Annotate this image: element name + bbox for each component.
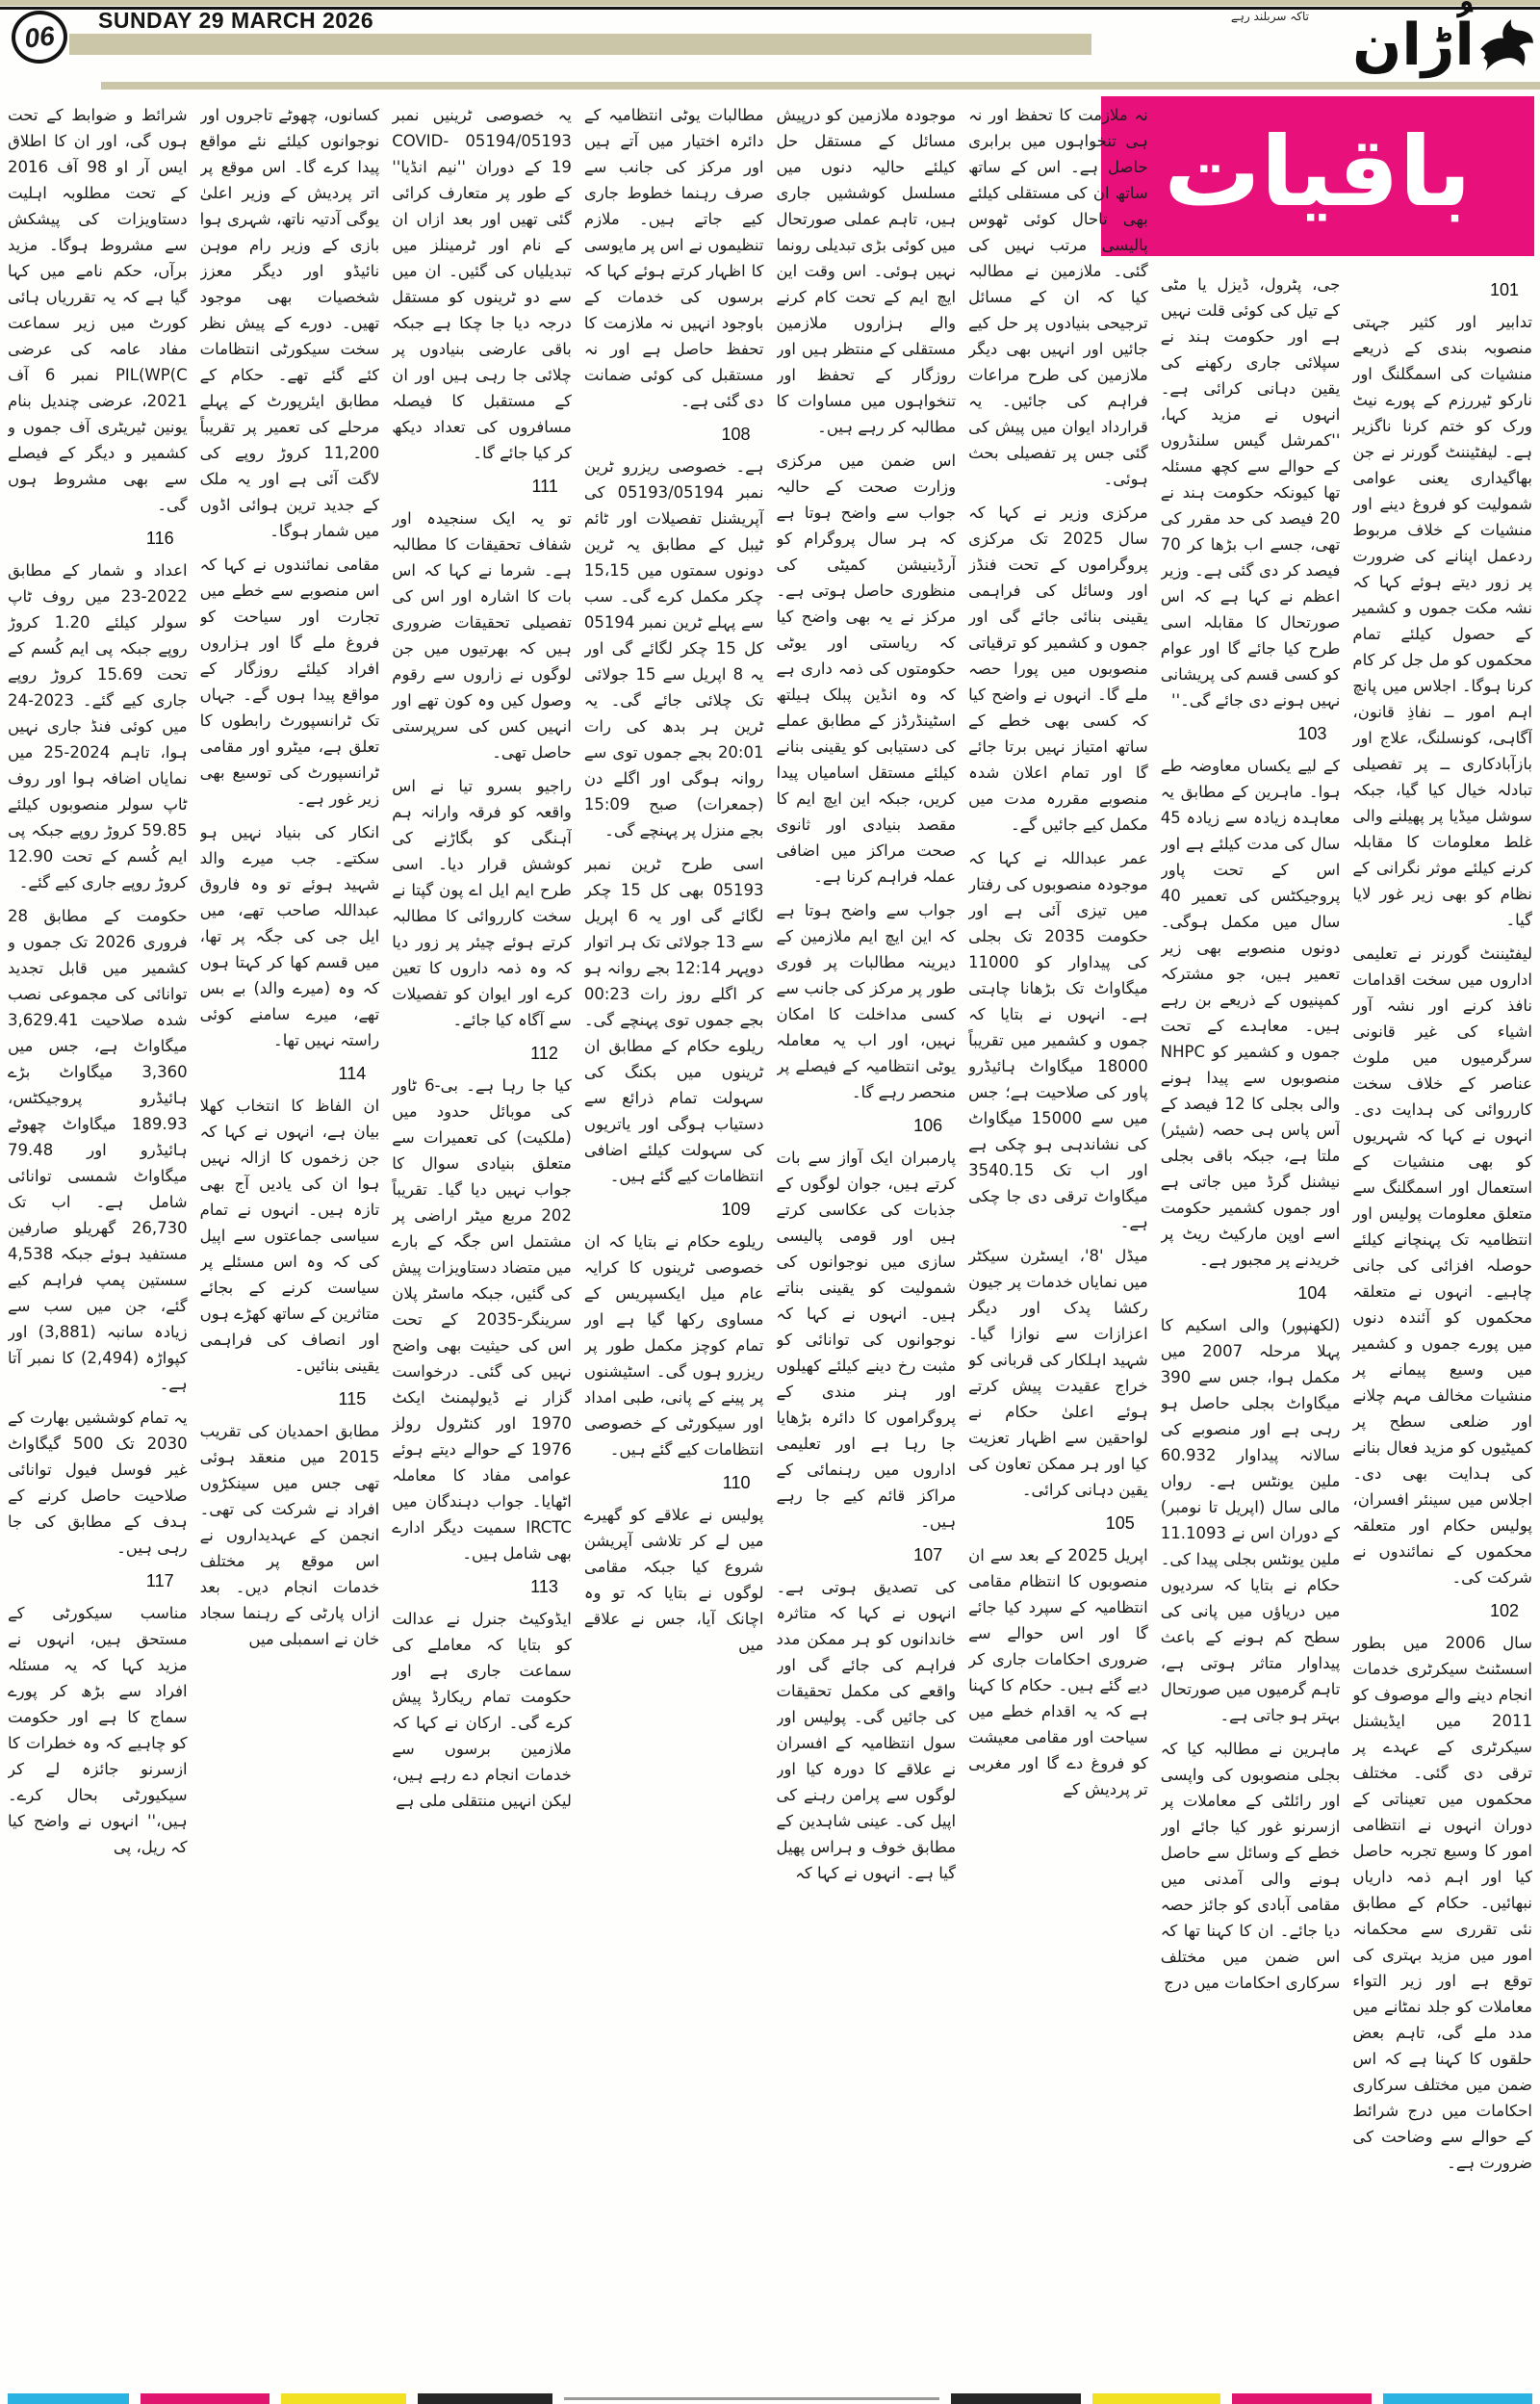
section-number: 105: [1105, 1513, 1135, 1533]
article-paragraph: یہ تمام کوششیں بھارت کے 2030 تک 500 گیگاواٹ غیر فوسل فیول توانائی صلاحیت حاصل کرنے کے ہدف کے مطابق کی جا رہی ہیں۔: [8, 1409, 188, 1557]
section-number: 115: [338, 1389, 367, 1409]
section-number: 112: [530, 1044, 558, 1063]
article-paragraph: ان الفاظ کا انتخاب کھلا بیان ہے، انہوں نے کہا کہ جن زخموں کا ازالہ نہیں ہوا ان کی یادیں آج بھی تازہ ہیں۔ انہوں نے تمام سیاسی جماعتوں سے اپیل کی کہ وہ اس مسئلے پر سیاست کرنے کے بجائے متاثرین کے ساتھ کھڑے ہوں اور انصاف کی فراہمی یقینی بنائیں۔: [199, 1097, 380, 1375]
article-paragraph: اپریل 2025 کے بعد سے ان منصوبوں کا انتظام مقامی انتظامیہ کے سپرد کیا جائے گا اور اس حوالے سے ضروری احکامات جاری کر دیے گئے ہیں۔ حکام کا کہنا ہے کہ یہ اقدام خطے میں سیاحت اور مقامی معیشت کو فروغ دے گا اور مغربی تر پردیش کے: [968, 1546, 1148, 1798]
article-paragraph: مقامی نمائندوں نے کہا کہ اس منصوبے سے خطے میں تجارت اور سیاحت کو فروغ ملے گا اور ہزاروں افراد کیلئے روزگار کے مواقع پیدا ہوں گے۔ جہاں تک ٹرانسپورٹ رابطوں کا تعلق ہے، میٹرو اور مقامی ٹرانسپورٹ کی توسیع بھی زیر غور ہے۔: [199, 556, 380, 808]
printer-marks-row: [8, 2392, 1532, 2404]
column-2: [200, 102, 380, 2385]
article-paragraph: کسانوں، چھوٹے تاجروں اور نوجوانوں کیلئے نئے مواقع پیدا کرے گا۔ اس موقع پر اتر پردیش کے وزیر اعلیٰ یوگی آدتیہ ناتھ، شہری ہوا بازی کے وزیر رام موہن نائیڈو اور دیگر معزز شخصیات بھی موجود تھیں۔ دورے کے پیش نظر سخت سیکورٹی انتظامات کئے گئے تھے۔ حکام کے مطابق ایئرپورٹ کے پہلے مرحلے کی تعمیر پر تقریباً 11,200 کروڑ روپے کی لاگت آئی ہے اور یہ ملک کے جدید ترین ہوائی اڈوں میں شمار ہوگا۔: [199, 106, 380, 540]
article-paragraph: پولیس نے علاقے کو گھیرے میں لے کر تلاشی آپریشن شروع کیا جبکہ مقامی لوگوں نے بتایا کہ تو وہ اچانک آیا، جس نے علاقے میں: [583, 1506, 764, 1654]
article-paragraph: جواب سے واضح ہوتا ہے کہ این ایچ ایم ملازمین کے دیرینہ مطالبات پر فوری طور پر مرکز کی جانب سے کسی مداخلت کا امکان نہیں، اور اب یہ معاملہ یوٹی انتظامیہ کے فیصلے پر منحصر رہے گا۔: [776, 901, 957, 1101]
column-5: [777, 102, 957, 2385]
section-number: 107: [913, 1545, 943, 1564]
column-7: [1161, 102, 1341, 2385]
print-mark-yellow-right: [1092, 2393, 1220, 2404]
article-columns: [8, 102, 1532, 2385]
print-mark-black-left: [418, 2393, 552, 2404]
article-paragraph: پارمبران ایک آواز سے بات کرتے ہیں، جوان لوگوں کے جذبات کی عکاسی کرتے ہیں اور قومی پالیسی سازی میں نوجوانوں کی شمولیت کو یقینی بناتے ہیں۔ انہوں نے کہا کہ نوجوانوں کی توانائی کو مثبت رخ دینے کیلئے کھیلوں اور ہنر مندی کے پروگراموں کا دائرہ بڑھایا جا رہا ہے اور تعلیمی اداروں میں رہنمائی کے مراکز قائم کیے جا رہے ہیں۔: [776, 1149, 957, 1531]
section-number: 101: [1489, 280, 1519, 299]
article-paragraph: (لکھنپور) والی اسکیم کا پہلا مرحلہ 2007 میں مکمل ہوا، جس سے 390 میگاواٹ بجلی حاصل ہو رہی ہے اور منصوبے کی سالانہ پیداوار 60.932 ملین یونٹس ہے۔ رواں مالی سال (اپریل تا نومبر) کے دوران اس نے 11.1093 ملین یونٹس بجلی پیدا کی۔ حکام نے بتایا کہ سردیوں میں دریاؤں میں پانی کی سطح کم ہونے کے باعث پیداوار متاثر ہوتی ہے، تاہم گرمیوں میں صورتحال بہتر ہو جاتی ہے۔: [1160, 1316, 1341, 1724]
section-number: 111: [531, 477, 558, 496]
article-paragraph: میڈل '8'، ایسٹرن سیکٹر میں نمایاں خدمات پر جیون رکشا پدک اور دیگر اعزازات سے نوازا گیا۔ شہید اہلکار کی قربانی کو خراج عقیدت پیش کرتے ہوئے اعلیٰ حکام نے لواحقین سے اظہار تعزیت کیا اور ہر ممکن تعاون کی یقین دہانی کرائی۔: [968, 1247, 1148, 1499]
print-mark-black-right: [951, 2393, 1081, 2404]
section-headline: باقیات: [1164, 116, 1472, 228]
article-paragraph: لیفٹیننٹ گورنر نے تعلیمی اداروں میں سخت اقدامات نافذ کرنے اور نشہ آور اشیاء کی غیر قانونی سرگرمیوں میں ملوث عناصر کے خلاف سخت کارروائی کی ہدایت دی۔ انہوں نے کہا کہ شہریوں کو بھی منشیات کے استعمال اور اسمگلنگ سے متعلق معلومات پولیس اور انتظامیہ تک پہنچانے کیلئے حوصلہ افزائی کی جانی چاہیے۔ انہوں نے متعلقہ محکموں کو آئندہ دنوں میں پورے جموں و کشمیر میں وسیع پیمانے پر منشیات مخالف مہم چلانے اور ضلعی سطح پر کمیٹیوں کو مزید فعال بنانے کی ہدایت بھی دی۔ اجلاس میں سینئر افسران، پولیس حکام اور متعلقہ محکموں کے نمائندوں نے شرکت کی۔: [1352, 944, 1532, 1587]
article-paragraph: ایڈوکیٹ جنرل نے عدالت کو بتایا کہ معاملے کی سماعت جاری ہے اور حکومت تمام ریکارڈ پیش کرے گی۔ ارکان نے کہا کہ ملازمین برسوں سے خدمات انجام دے رہے ہیں، لیکن انہیں منتقلی ملی ہے: [392, 1610, 572, 1810]
print-mark-cyan-right: [1383, 2393, 1532, 2404]
page-number: 06: [22, 19, 57, 54]
issue-date: SUNDAY 29 MARCH 2026: [98, 8, 374, 33]
article-paragraph: راجیو بسرو تیا نے اس واقعہ کو فرقہ وارانہ ہم آہنگی کو بگاڑنے کی کوشش قرار دیا۔ اسی طرح ایم ایل اے پون گپتا نے سخت کارروائی کا مطالبہ کرتے ہوئے چیئر پر زور دیا کہ وہ ذمہ داروں کا تعین کرے اور ایوان کو تفصیلات سے آگاہ کیا جائے۔: [392, 777, 572, 1029]
article-paragraph: شرائط و ضوابط کے تحت ہوں گی، اور ان کا اطلاق ایس آر او 98 آف 2016 کے تحت مطلوبہ اہلیت دستاویزات کی پیشکش سے مشروط ہوگا۔ مزید برآں، حکم نامے میں کہا گیا ہے کہ یہ تقرریاں ہائی کورٹ میں زیر سماعت مفاد عامہ کی عرضی PIL(WP(C نمبر 6 آف 2021، عرضی چندیل بنام یونین ٹیریٹری آف جموں و کشمیر و دیگر کے فیصلے سے بھی مشروط ہوں گی۔: [8, 106, 188, 514]
article-paragraph: کیا جا رہا ہے۔ بی-6 ٹاور کی موبائل حدود میں (ملکیت) کی تعمیرات سے متعلق بنیادی سوال کا جواب نہیں دیا گیا۔ تقریباً 202 مربع میٹر اراضی پر مشتمل اس جگہ کے بارے میں متضاد دستاویزات پیش کی گئیں، جبکہ ماسٹر پلان سرینگر-2035 کے تحت اس کی حیثیت بھی واضح نہیں کی گئی۔ درخواست گزار نے ڈیولپمنٹ ایکٹ 1970 اور کنٹرول رولز 1976 کے حوالے دیتے ہوئے عوامی مفاد کا معاملہ اٹھایا۔ جواب دہندگان میں IRCTC سمیت دیگر ادارے بھی شامل ہیں۔: [392, 1076, 572, 1563]
article-paragraph: اس ضمن میں مرکزی وزارت صحت کے حالیہ جواب سے واضح ہوتا ہے کہ ہر سال پروگرام کو آرڈینیشن کمیٹی کی منظوری حاصل ہوتی ہے۔ مرکز نے یہ بھی واضح کیا کہ ریاستی اور یوٹی حکومتوں کی ذمہ داری ہے کہ وہ انڈین پبلک ہیلتھ اسٹینڈرڈز کے مطابق عملے کی دستیابی کو یقینی بنانے کیلئے مستقل اسامیاں پیدا کریں، جبکہ این ایچ ایم کا مقصد بنیادی اور ثانوی صحت مراکز میں اضافی عملہ فراہم کرنا ہے۔: [776, 452, 957, 886]
article-paragraph: ریلوے حکام نے بتایا کہ ان خصوصی ٹرینوں کا کرایہ عام میل ایکسپریس کے مساوی رکھا گیا ہے اور تمام کوچز مکمل طور پر ریزرو ہوں گی۔ اسٹیشنوں پر پینے کے پانی، طبی امداد اور سیکورٹی کے خصوصی انتظامات کیے گئے ہیں۔: [583, 1232, 764, 1459]
article-paragraph: جی، پٹرول، ڈیزل یا مٹی کے تیل کی کوئی قلت نہیں ہے اور حکومت ہند نے سپلائی جاری رکھنے کی یقین دہانی کرائی ہے۔ انہوں نے مزید کہا، ''کمرشل گیس سلنڈروں کے حوالے سے کچھ مسئلہ تھا کیونکہ حکومت ہند نے 20 فیصد کی حد مقرر کی تھی، جسے اب بڑھا کر 70 فیصد کر دی گئی ہے۔ وزیر اعظم نے کہا ہے کہ اس صورتحال کا مقابلہ اسی طرح کیا جائے گا اور عوام کو کسی قسم کی پریشانی نہیں ہونے دی جائے گی۔'': [1160, 275, 1341, 710]
article-paragraph: اعداد و شمار کے مطابق 2022-23 میں روف ٹاپ سولر کیلئے 1.20 کروڑ روپے جبکہ پی ایم کُسم کے تحت 15.69 کروڑ روپے جاری کیے گئے۔ 2023-24 میں کوئی فنڈ جاری نہیں ہوا، تاہم 2024-25 میں نمایاں اضافہ ہوا اور روف ٹاپ سولر منصوبوں کیلئے 59.85 کروڑ روپے جبکہ پی ایم کُسم کے تحت 12.90 کروڑ روپے جاری کیے گئے۔: [8, 561, 188, 892]
section-number: 109: [721, 1200, 751, 1219]
article-paragraph: مرکزی وزیر نے کہا کہ سال 2025 تک مرکزی پروگراموں کے تحت فنڈز اور وسائل کی فراہمی یقینی بنائی جائے گی اور جموں و کشمیر کو ترقیاتی منصوبوں میں پورا حصہ ملے گا۔ انہوں نے واضح کیا کہ کسی بھی خطے کے ساتھ امتیاز نہیں برتا جائے گا اور تمام اعلان شدہ منصوبے مقررہ مدت میں مکمل کیے جائیں گے۔: [968, 504, 1148, 834]
section-number: 104: [1297, 1283, 1327, 1303]
masthead-tagline: تاکہ سربلند رہے: [1230, 10, 1309, 23]
page-number-badge: [9, 8, 69, 66]
section-number: 108: [721, 425, 751, 444]
section-number: 117: [145, 1571, 174, 1590]
article-paragraph: نہ ملازمت کا تحفظ اور نہ ہی تنخواہوں میں برابری حاصل ہے۔ اس کے ساتھ ساتھ ان کی مستقلی کیلئے بھی تاحال کوئی ٹھوس پالیسی مرتب نہیں کی گئی۔ ملازمین نے مطالبہ کیا کہ ان کے مسائل ترجیحی بنیادوں پر حل کیے جائیں اور انہیں بھی دیگر ملازمین کی طرح مراعات فراہم کی جائیں۔ یہ قرارداد ایوان میں پیش کی گئی جس پر تفصیلی بحث ہوئی۔: [968, 106, 1148, 488]
section-number: 116: [145, 529, 174, 548]
header-beige-band: [69, 34, 1091, 55]
article-paragraph: مطابق احمدیان کی تقریب 2015 میں منعقد ہوئی تھی جس میں سینکڑوں افراد نے شرکت کی تھی۔ انجمن کے عہدیداروں نے اس موقع پر مختلف خدمات انجام دیں۔ بعد ازاں پارٹی کے رہنما سجاد خان نے اسمبلی میں: [199, 1422, 380, 1648]
print-mark-magenta-right: [1232, 2393, 1372, 2404]
article-paragraph: کی تصدیق ہوتی ہے۔ انہوں نے کہا کہ متاثرہ خاندانوں کو ہر ممکن مدد فراہم کی جائے گی اور واقعے کی مکمل تحقیقات کی جائیں گی۔ پولیس اور سول انتظامیہ کے افسران نے علاقے کا دورہ کیا اور لوگوں سے پرامن رہنے کی اپیل کی۔ عینی شاہدین کے مطابق خوف و ہراس پھیل گیا ہے۔ انہوں نے کہا کہ: [776, 1578, 957, 1882]
article-paragraph: ہے۔ خصوصی ریزرو ٹرین نمبر 05193/05194 کی آپریشنل تفصیلات اور ٹائم ٹیبل کے مطابق یہ ٹرین دونوں سمتوں میں 15،15 چکر مکمل کرے گی۔ سب سے پہلے ٹرین نمبر 05194 کل 15 چکر لگائے گی اور یہ 8 اپریل سے 15 جولائی تک چلائی جائے گی۔ یہ ٹرین ہر بدھ کی رات 20:01 بجے جموں توی سے روانہ ہوگی اور اگلے دن (جمعرات) صبح 15:09 بجے منزل پر پہنچے گی۔: [583, 457, 764, 840]
bird-logo-icon: [1476, 8, 1536, 83]
article-paragraph: مناسب سیکورٹی کے مستحق ہیں، انہوں نے مزید کہا کہ یہ مسئلہ افراد سے بڑھ کر پورے سماج کا ہے اور حکومت کو چاہیے کہ وہ خطرات کا ازسرنو جائزہ لے کر سیکیورٹی بحال کرے۔ ہیں،'' انہوں نے واضح کیا کہ ریل، پی: [8, 1604, 188, 1856]
column-4: [584, 102, 764, 2385]
section-number: 106: [913, 1116, 943, 1135]
article-paragraph: یہ خصوصی ٹرینیں نمبر 05194/05193 COVID-19 کے دوران ''نیم انڈیا'' کے طور پر متعارف کرائی گئی تھیں اور بعد ازاں ان کے نام اور ٹرمینلز میں تبدیلیاں کی گئیں۔ ان میں سے دو ٹرینوں کو مستقل درجہ دیا جا چکا ہے جبکہ باقی عارضی بنیادوں پر چلائی جا رہی ہیں اور ان کے مستقبل کا فیصلہ مسافروں کی تعداد دیکھ کر کیا جائے گا۔: [392, 106, 572, 462]
section-number: 110: [722, 1473, 751, 1492]
article-paragraph: کے لیے یکساں معاوضہ طے ہوا۔ ماہرین کے مطابق یہ معاہدہ زیادہ سے زیادہ 45 سال کی مدت کیلئے ہے اور اس کے تحت پاور پروجیکٹس کی تعمیر 40 سال میں مکمل ہوگی۔ دونوں منصوبے بھی زیر تعمیر ہیں، جو مشترکہ کمپنیوں کے ذریعے بن رہے ہیں۔ معاہدے کے تحت جموں و کشمیر کو NHPC منصوبوں سے پیدا ہونے والی بجلی کا 12 فیصد کے آس پاس ہی حصہ (شیئر) ملتا ہے، جبکہ باقی بجلی نیشنل گرڈ میں جاتی ہے اور جموں کشمیر حکومت اسے اوپن مارکیٹ ریٹ پر خریدنے پر مجبور ہے۔: [1160, 757, 1341, 1269]
column-6: [968, 102, 1148, 2385]
article-paragraph: ماہرین نے مطالبہ کیا کہ بجلی منصوبوں کی واپسی اور رائلٹی کے معاملات پر ازسرنو غور کیا جائے اور خطے کے وسائل سے حاصل ہونے والی آمدنی میں مقامی آبادی کو جائز حصہ دیا جائے۔ ان کا کہنا تھا کہ اس ضمن میں مختلف سرکاری احکامات میں درج: [1160, 1740, 1341, 1992]
registration-line: [564, 2397, 939, 2400]
column-8-rightmost: [1352, 102, 1532, 2385]
print-mark-cyan-left: [8, 2393, 129, 2404]
article-paragraph: تدابیر اور کثیر جہتی منصوبہ بندی کے ذریعے منشیات کی اسمگلنگ اور نارکو ٹیررزم کے پورے نیٹ ورک کو ختم کرنا ناگزیر ہے۔ لیفٹیننٹ گورنر نے جن بھاگیداری یعنی عوامی شمولیت کو فروغ دینے اور منشیات کے خلاف مربوط ردعمل اپنانے کی ضرورت پر زور دیتے ہوئے کہا کہ نشہ مکت جموں و کشمیر کے حصول کیلئے تمام محکموں کو مل جل کر کام کرنا ہوگا۔ اجلاس میں پانچ اہم امور ــ نفاذِ قانون، آگاہی، کونسلنگ، علاج اور بازآبادکاری ــ پر تفصیلی تبادلہ خیال کیا گیا، جبکہ سوشل میڈیا پر پھیلنے والی غلط معلومات کا مقابلہ کرنے کیلئے موثر نگرانی کے نظام کو بھی زیر غور لایا گیا۔: [1352, 313, 1532, 929]
article-paragraph: اسی طرح ٹرین نمبر 05193 بھی کل 15 چکر لگائے گی اور یہ 6 اپریل سے 13 جولائی تک ہر اتوار دوپہر 12:14 بجے روانہ ہو کر اگلے روز رات 00:23 بجے جموں توی پہنچے گی۔ ریلوے حکام کے مطابق ان ٹرینوں میں بکنگ کی سہولت تمام ذرائع سے دستیاب ہوگی اور یاتریوں کی سہولت کیلئے اضافی انتظامات کیے گئے ہیں۔: [583, 855, 764, 1185]
article-paragraph: عمر عبداللہ نے کہا کہ موجودہ منصوبوں کی رفتار میں تیزی آئی ہے اور حکومت 2035 تک بجلی کی پیداوار کو 11000 میگاواٹ تک بڑھانا چاہتی ہے۔ انہوں نے بتایا کہ جموں و کشمیر میں تقریباً 18000 میگاواٹ ہائیڈرو پاور کی صلاحیت ہے؛ جس میں سے 15000 میگاواٹ کی نشاندہی ہو چکی ہے اور اب تک 3540.15 میگاواٹ ترقی دی جا چکی ہے۔: [968, 849, 1148, 1231]
article-paragraph: مطالبات یوٹی انتظامیہ کے دائرہ اختیار میں آتے ہیں اور مرکز کی جانب سے صرف رہنما خطوط جاری کیے جاتے ہیں۔ ملازم تنظیموں نے اس پر مایوسی کا اظہار کرتے ہوئے کہا کہ برسوں کی خدمات کے باوجود انہیں نہ ملازمت کا تحفظ حاصل ہے اور نہ مستقبل کی کوئی ضمانت دی گئی ہے۔: [583, 106, 764, 410]
column-3: [392, 102, 572, 2385]
masthead: [1095, 0, 1538, 92]
article-paragraph: سال 2006 میں بطور اسسٹنٹ سیکرٹری خدمات انجام دینے والے موصوف کو 2011 میں ایڈیشنل سیکرٹری کے عہدے پر ترقی دی گئی۔ مختلف محکموں میں تعیناتی کے دوران انہوں نے انتظامی امور کا وسیع تجربہ حاصل کیا اور اہم ذمہ داریاں نبھائیں۔ حکام کے مطابق نئی تقرری سے محکمانہ امور میں مزید بہتری کی توقع ہے اور زیر التواء معاملات کو جلد نمٹانے میں مدد ملے گی، تاہم بعض حلقوں کا کہنا ہے کہ اس ضمن میں مختلف سرکاری احکامات میں درج شرائط کے حوالے سے وضاحت کی ضرورت ہے۔: [1352, 1634, 1532, 2172]
section-number: 114: [338, 1064, 367, 1083]
section-number: 103: [1297, 724, 1327, 743]
section-number: 102: [1489, 1601, 1519, 1620]
article-paragraph: حکومت کے مطابق 28 فروری 2026 تک جموں و کشمیر میں قابل تجدید توانائی کی مجموعی نصب شدہ صلاحیت 3,629.41 میگاواٹ ہے، جس میں 3,360 میگاواٹ بڑے ہائیڈرو پروجیکٹس، 189.93 میگاواٹ چھوٹے ہائیڈرو اور 79.48 میگاواٹ شمسی توانائی شامل ہے۔ اب تک 26,730 گھریلو صارفین مستفید ہوئے جبکہ 4,538 سستین پمپ فراہم کیے گئے، جن میں سب سے زیادہ سانبہ (3,881) اور کپواڑہ (2,494) کا نمبر آتا ہے۔: [8, 907, 188, 1393]
print-mark-yellow-left: [281, 2393, 406, 2404]
article-paragraph: انکار کی بنیاد نہیں ہو سکتے۔ جب میرے والد شہید ہوئے تو وہ فاروق عبداللہ صاحب تھے، میں ایل جی کی جگہ پر تھا، میں قسم کھا کر کہتا ہوں کہ وہ (میرے والد) بے بس تھے، میرے سامنے کوئی راستہ نہیں تھا۔: [199, 823, 380, 1049]
section-number: 113: [530, 1577, 558, 1596]
article-paragraph: موجودہ ملازمین کو درپیش مسائل کے مستقل حل کیلئے حالیہ دنوں میں مسلسل کوششیں جاری ہیں، تاہم عملی صورتحال میں کوئی بڑی تبدیلی رونما نہیں ہوئی۔ اس وقت این ایچ ایم کے تحت کام کرنے والے ہزاروں ملازمین مستقلی کے منتظر ہیں اور روزگار کے تحفظ اور تنخواہوں میں مساوات کا مطالبہ کر رہے ہیں۔: [776, 106, 957, 436]
print-mark-magenta-left: [141, 2393, 270, 2404]
masthead-title: اُڑان: [1352, 12, 1475, 79]
column-1-leftmost: [8, 102, 188, 2385]
article-paragraph: تو یہ ایک سنجیدہ اور شفاف تحقیقات کا مطالبہ ہے۔ شرما نے کہا کہ اس بات کا اشارہ اور اس کی تفصیلی تحقیقات ضروری ہیں کہ بھرتیوں میں جن لوگوں نے زاروں سے رقوم وصول کیں وہ کون تھے اور انہیں کس کی سرپرستی حاصل تھی۔: [392, 509, 572, 762]
